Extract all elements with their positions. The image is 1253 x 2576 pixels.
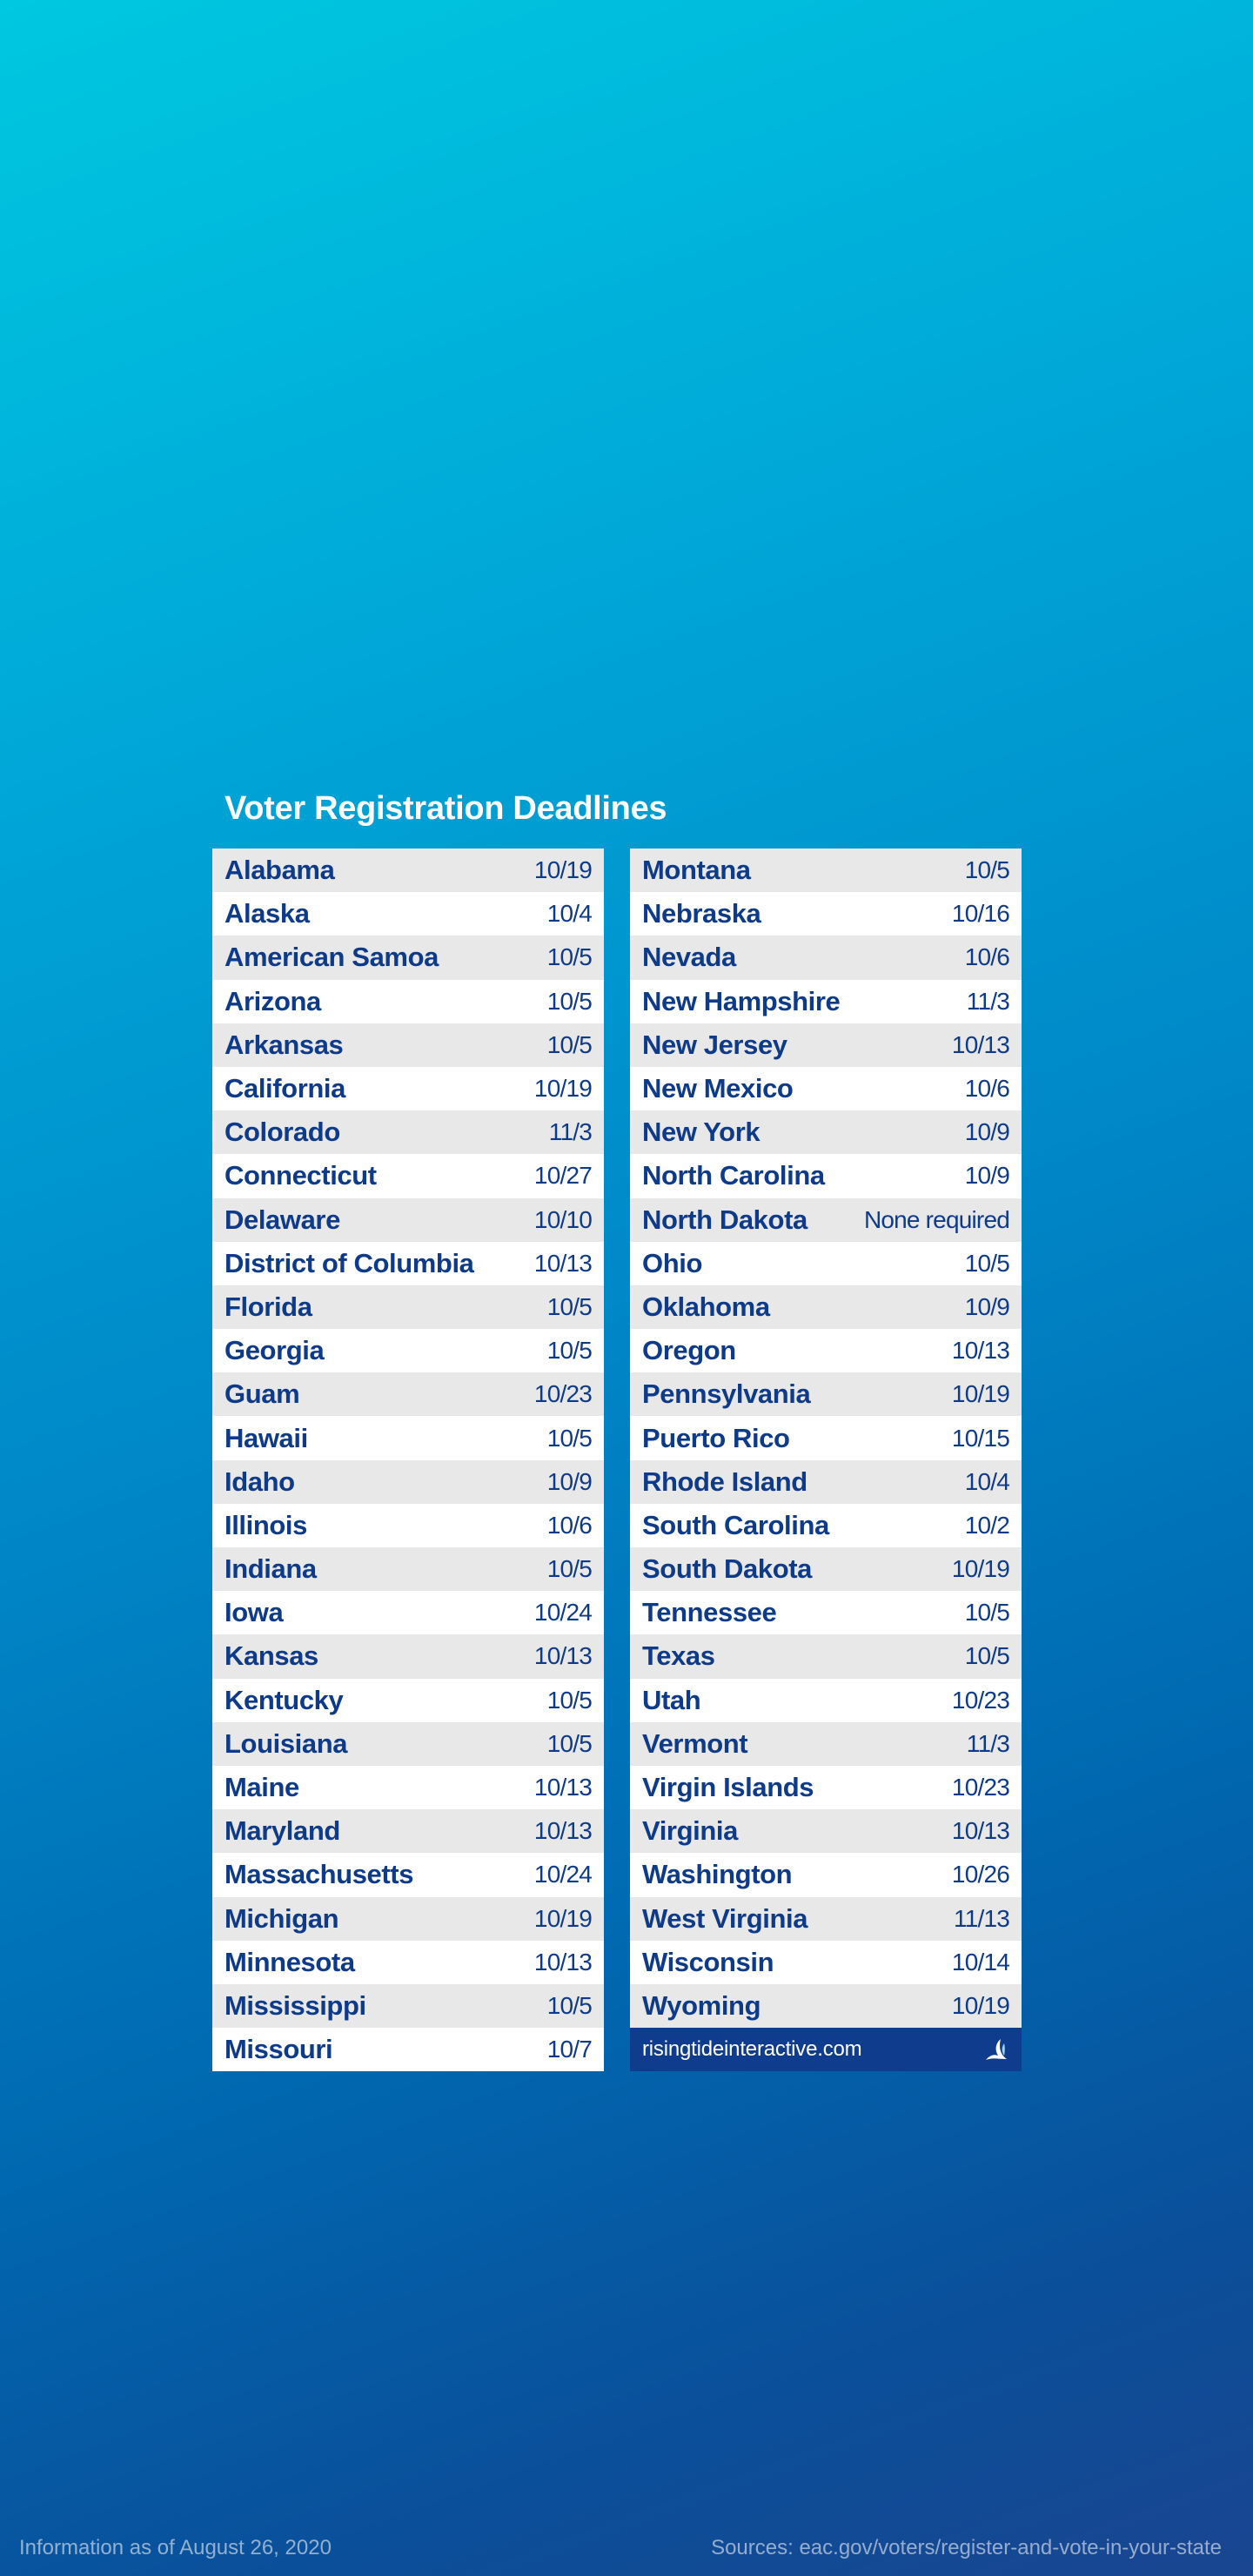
table-row: [212, 980, 604, 1023]
deadline-date: 10/4: [964, 1467, 1009, 1495]
deadline-date: 10/23: [951, 1774, 1009, 1801]
state-name: District of Columbia: [224, 1247, 474, 1278]
table-row: [630, 1460, 1022, 1504]
table-row: [630, 1591, 1022, 1634]
table-row: [212, 1809, 604, 1853]
deadline-date: 10/24: [533, 1861, 592, 1888]
table-row: [630, 1372, 1022, 1416]
state-name: South Carolina: [642, 1509, 829, 1540]
deadline-date: 10/19: [533, 1075, 592, 1103]
deadline-date: 10/13: [951, 1817, 1009, 1845]
state-name: Hawaii: [224, 1422, 308, 1453]
footer-bar: [630, 2028, 1022, 2071]
table-row: [212, 1110, 604, 1154]
state-name: Louisiana: [224, 1727, 348, 1759]
state-name: Ohio: [642, 1247, 702, 1278]
deadline-date: 10/5: [546, 1337, 592, 1365]
deadline-date: 10/27: [533, 1162, 592, 1190]
table-row: [630, 1242, 1022, 1285]
deadline-date: 10/5: [546, 1424, 592, 1452]
state-name: Vermont: [642, 1727, 748, 1759]
table-row: [630, 1679, 1022, 1722]
footer-site-link[interactable]: risingtideinteractive.com: [642, 2037, 862, 2062]
table-row: [630, 1984, 1022, 2028]
state-name: Virgin Islands: [642, 1772, 814, 1803]
deadline-date: 11/3: [548, 1118, 592, 1146]
state-name: Mississippi: [224, 1989, 366, 2021]
table-row: [630, 980, 1022, 1023]
info-date: Information as of August 26, 2020: [19, 2536, 332, 2559]
table-row: [212, 892, 604, 936]
table-row: [630, 1722, 1022, 1766]
state-name: Nebraska: [642, 898, 761, 929]
wave-logo-icon: [983, 2036, 1009, 2063]
deadline-date: 10/6: [964, 943, 1009, 971]
state-name: American Samoa: [224, 942, 439, 973]
deadline-date: 10/5: [546, 1292, 592, 1320]
deadline-date: 10/6: [546, 1511, 592, 1539]
state-name: North Carolina: [642, 1160, 825, 1191]
state-name: Idaho: [224, 1466, 295, 1497]
deadline-date: 10/5: [546, 1030, 592, 1058]
table-row: [630, 1634, 1022, 1678]
state-name: Montana: [642, 855, 751, 886]
deadline-date: 10/5: [546, 987, 592, 1015]
deadline-date: 10/5: [964, 856, 1009, 884]
deadline-date: None required: [863, 1205, 1009, 1233]
table-row: [212, 1285, 604, 1329]
state-name: Tennessee: [642, 1597, 777, 1628]
table-row: [212, 1154, 604, 1197]
table-row: [212, 1984, 604, 2028]
state-name: Alabama: [224, 855, 335, 886]
deadline-date: 11/13: [954, 1904, 1009, 1932]
deadline-date: 10/9: [964, 1118, 1009, 1146]
deadline-date: 10/7: [546, 2036, 592, 2063]
table-row: [212, 1897, 604, 1941]
table-row: [212, 1941, 604, 1984]
state-name: Oregon: [642, 1335, 736, 1366]
state-name: Nevada: [642, 942, 736, 973]
deadline-date: 10/5: [964, 1599, 1009, 1627]
deadline-date: 10/4: [546, 900, 592, 928]
deadline-date: 10/13: [533, 1817, 592, 1845]
deadline-date: 11/3: [966, 987, 1009, 1015]
state-name: Minnesota: [224, 1946, 355, 1977]
state-name: Kentucky: [224, 1684, 344, 1715]
table-row: [212, 1766, 604, 1809]
table-row: [212, 1067, 604, 1110]
state-name: North Dakota: [642, 1204, 807, 1235]
table-row: [212, 1504, 604, 1547]
table-row: [630, 936, 1022, 979]
deadline-date: 10/16: [951, 900, 1009, 928]
table-row: [630, 1809, 1022, 1853]
deadline-date: 10/5: [546, 1555, 592, 1583]
deadline-date: 10/2: [964, 1511, 1009, 1539]
state-name: Indiana: [224, 1553, 317, 1585]
state-name: Guam: [224, 1379, 300, 1410]
deadline-date: 10/13: [533, 1948, 592, 1976]
table-row: [630, 1329, 1022, 1372]
table-row: [212, 1853, 604, 1896]
deadline-date: 10/23: [951, 1686, 1009, 1714]
deadline-date: 10/13: [951, 1030, 1009, 1058]
deadline-date: 10/5: [546, 1991, 592, 2019]
state-name: New Hampshire: [642, 985, 841, 1016]
table-row: [630, 1897, 1022, 1941]
state-name: Puerto Rico: [642, 1422, 790, 1453]
table-row: [630, 1198, 1022, 1242]
deadline-date: 10/5: [964, 1249, 1009, 1277]
table-row: [630, 849, 1022, 892]
deadline-date: 10/9: [546, 1467, 592, 1495]
deadline-date: 10/10: [533, 1205, 592, 1233]
deadline-date: 10/19: [951, 1991, 1009, 2019]
deadline-date: 10/24: [533, 1599, 592, 1627]
state-name: Delaware: [224, 1204, 340, 1235]
deadline-date: 10/9: [964, 1292, 1009, 1320]
table-row: [630, 892, 1022, 936]
state-name: Illinois: [224, 1509, 307, 1540]
deadline-date: 10/14: [951, 1948, 1009, 1976]
state-name: Kansas: [224, 1640, 318, 1672]
deadlines-table-right: [630, 849, 1022, 2071]
table-row: [212, 1591, 604, 1634]
deadline-date: 10/6: [964, 1075, 1009, 1103]
state-name: Washington: [642, 1859, 793, 1890]
state-name: Texas: [642, 1640, 715, 1672]
table-row: [630, 1941, 1022, 1984]
deadline-date: 10/13: [533, 1774, 592, 1801]
state-name: New Jersey: [642, 1029, 787, 1060]
table-row: [212, 1679, 604, 1722]
state-name: Connecticut: [224, 1160, 377, 1191]
state-name: Massachusetts: [224, 1859, 414, 1890]
state-name: Oklahoma: [642, 1291, 770, 1322]
deadline-date: 10/19: [951, 1555, 1009, 1583]
table-row: [212, 849, 604, 892]
state-name: South Dakota: [642, 1553, 812, 1585]
state-name: Iowa: [224, 1597, 284, 1628]
deadline-date: 10/5: [546, 1729, 592, 1757]
state-name: Virginia: [642, 1815, 738, 1847]
deadline-date: 10/5: [546, 1686, 592, 1714]
table-row: [630, 1853, 1022, 1896]
deadline-date: 10/5: [964, 1642, 1009, 1670]
deadline-date: 10/13: [533, 1249, 592, 1277]
state-name: Florida: [224, 1291, 312, 1322]
state-name: Wisconsin: [642, 1946, 774, 1977]
sources-note: Sources: eac.gov/voters/register-and-vote-in-your-state: [711, 2536, 1222, 2559]
deadline-date: 10/15: [951, 1424, 1009, 1452]
table-row: [212, 1460, 604, 1504]
deadline-date: 10/26: [951, 1861, 1009, 1888]
table-row: [212, 1372, 604, 1416]
table-row: [212, 1242, 604, 1285]
table-row: [630, 1766, 1022, 1809]
state-name: Arkansas: [224, 1029, 344, 1060]
table-row: [630, 1547, 1022, 1591]
deadline-date: 10/9: [964, 1162, 1009, 1190]
table-row: [212, 936, 604, 979]
page-title: Voter Registration Deadlines: [224, 790, 667, 827]
table-row: [630, 1504, 1022, 1547]
state-name: West Virginia: [642, 1902, 808, 1934]
table-row: [630, 1285, 1022, 1329]
table-row: [212, 1198, 604, 1242]
state-name: Alaska: [224, 898, 310, 929]
state-name: Pennsylvania: [642, 1379, 811, 1410]
state-name: New Mexico: [642, 1073, 794, 1104]
state-name: Missouri: [224, 2034, 333, 2065]
table-row: [212, 1634, 604, 1678]
state-name: Rhode Island: [642, 1466, 807, 1497]
deadline-date: 10/13: [533, 1642, 592, 1670]
table-row: [630, 1023, 1022, 1067]
state-name: Utah: [642, 1684, 701, 1715]
state-name: California: [224, 1073, 345, 1104]
deadline-date: 10/19: [951, 1380, 1009, 1408]
deadline-date: 10/19: [533, 1904, 592, 1932]
deadline-date: 10/13: [951, 1337, 1009, 1365]
table-row: [630, 1110, 1022, 1154]
deadline-date: 10/5: [546, 943, 592, 971]
table-row: [212, 1329, 604, 1372]
state-name: Maryland: [224, 1815, 340, 1847]
state-name: Maine: [224, 1772, 299, 1803]
table-row: [630, 1416, 1022, 1459]
deadlines-table-left: [212, 849, 604, 2071]
deadline-date: 10/23: [533, 1380, 592, 1408]
table-row: [630, 1154, 1022, 1197]
table-row: [212, 1547, 604, 1591]
table-row: [212, 1023, 604, 1067]
state-name: Wyoming: [642, 1989, 761, 2021]
table-row: [212, 1416, 604, 1459]
state-name: New York: [642, 1117, 761, 1148]
state-name: Arizona: [224, 985, 321, 1016]
table-row: [212, 1722, 604, 1766]
table-row: [630, 1067, 1022, 1110]
state-name: Michigan: [224, 1902, 339, 1934]
deadline-date: 11/3: [966, 1729, 1009, 1757]
state-name: Georgia: [224, 1335, 325, 1366]
deadline-date: 10/19: [533, 856, 592, 884]
table-row: [212, 2028, 604, 2071]
state-name: Colorado: [224, 1117, 340, 1148]
